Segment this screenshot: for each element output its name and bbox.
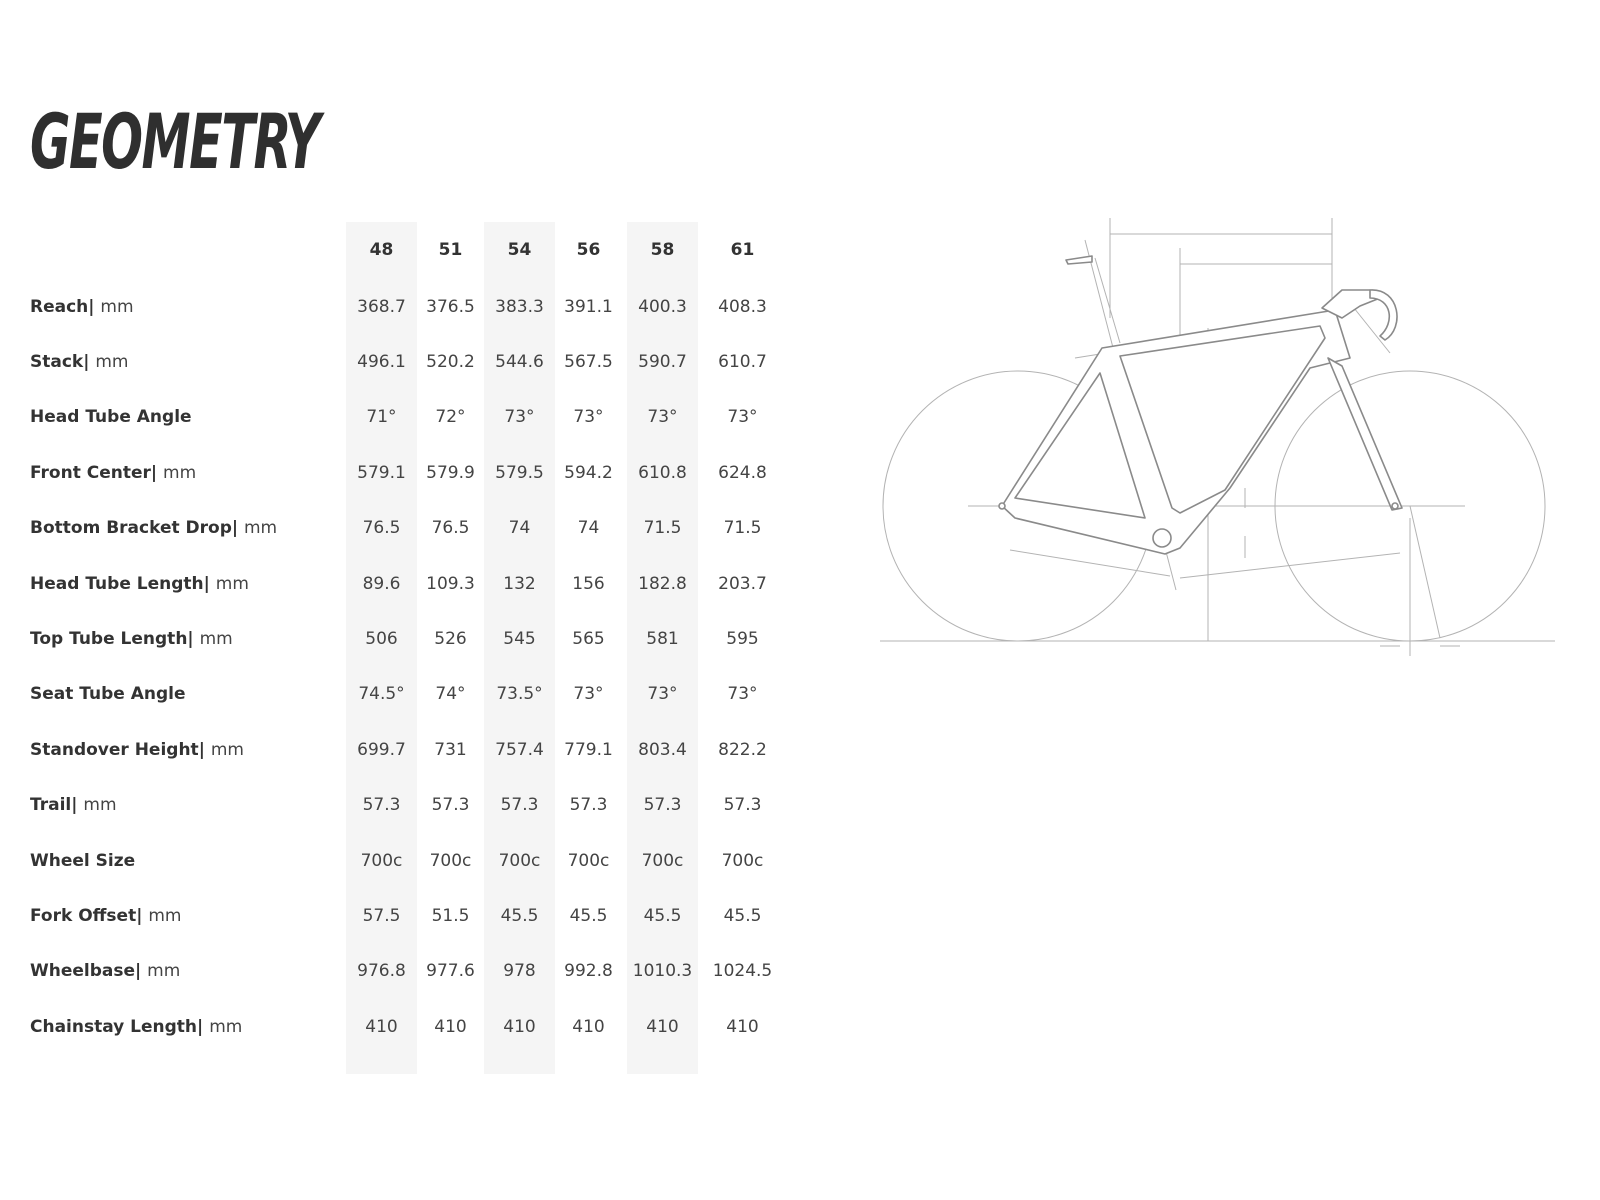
table-cell: 822.2 [718,739,767,760]
row-label-name: Bottom Bracket Drop [30,518,232,539]
row-label [30,666,350,723]
table-cell: 71.5 [643,518,682,539]
size-header: 51 [438,240,463,260]
row-label [30,832,350,889]
table-cell: 520.2 [426,351,475,372]
table-cell: 803.4 [638,739,687,760]
table-cell: 45.5 [569,905,608,926]
table-row [30,610,800,667]
table-row [30,500,800,557]
table-cell: 700c [360,850,403,871]
table-cell: 57.3 [500,795,539,816]
table-cell: 73° [573,407,604,428]
row-label [30,444,350,501]
row-label [30,278,350,335]
table-cell: 45.5 [643,905,682,926]
table-cell: 51.5 [431,905,470,926]
table-cell: 203.7 [718,573,767,594]
table-cell: 410 [646,1016,679,1037]
row-label-name: Seat Tube Angle [30,684,186,705]
bike-geometry-diagram [880,218,1590,688]
table-cell: 89.6 [362,573,401,594]
table-cell: 73° [504,407,535,428]
table-cell: 544.6 [495,351,544,372]
table-cell: 72° [435,407,466,428]
table-cell: 579.9 [426,462,475,483]
size-header: 48 [369,240,394,260]
table-cell: 1024.5 [712,961,773,982]
table-cell: 376.5 [426,296,475,317]
table-cell: 73° [647,407,678,428]
table-cell: 383.3 [495,296,544,317]
table-cell: 700c [721,850,764,871]
row-label-name: Standover Height [30,739,199,760]
table-cell: 73° [727,684,758,705]
table-cell: 73.5° [496,684,543,705]
table-cell: 410 [503,1016,536,1037]
row-label-name: Wheel Size [30,850,136,871]
table-cell: 567.5 [564,351,613,372]
table-cell: 368.7 [357,296,406,317]
table-row [30,278,800,335]
table-row [30,943,800,1000]
table-cell: 779.1 [564,739,613,760]
row-label [30,777,350,834]
row-label-name: Chainstay Length [30,1016,198,1037]
table-cell: 410 [726,1016,759,1037]
table-cell: 45.5 [723,905,762,926]
table-cell: 57.3 [362,795,401,816]
table-cell: 391.1 [564,296,613,317]
table-cell: 700c [498,850,541,871]
table-cell: 731 [434,739,467,760]
table-cell: 57.3 [643,795,682,816]
table-row [30,333,800,390]
geometry-table [30,222,800,1074]
table-cell: 400.3 [638,296,687,317]
table-cell: 977.6 [426,961,475,982]
table-cell: 700c [429,850,472,871]
table-cell: 410 [572,1016,605,1037]
table-cell: 45.5 [500,905,539,926]
table-cell: 976.8 [357,961,406,982]
table-cell: 74° [435,684,466,705]
row-label [30,721,350,778]
row-label [30,610,350,667]
row-label [30,943,350,1000]
table-row [30,666,800,723]
row-label-unit: | mm [135,961,180,981]
table-cell: 73° [573,684,604,705]
table-row [30,832,800,889]
row-label [30,887,350,944]
table-cell: 57.3 [723,795,762,816]
table-cell: 579.1 [357,462,406,483]
table-row [30,389,800,446]
table-cell: 57.3 [569,795,608,816]
table-cell: 506 [365,628,398,649]
size-header: 56 [576,240,601,260]
table-cell: 565 [572,628,605,649]
table-cell: 700c [567,850,610,871]
row-label [30,998,350,1055]
size-header: 61 [730,240,755,260]
row-label-name: Top Tube Length [30,628,188,649]
row-label [30,500,350,557]
row-label-name: Trail [30,795,72,816]
bottom-bracket [1153,529,1171,547]
row-label-name: Reach [30,296,89,317]
row-label-name: Front Center [30,462,151,483]
table-cell: 992.8 [564,961,613,982]
row-label-name: Fork Offset [30,905,137,926]
table-row [30,777,800,834]
row-label-unit: | mm [232,518,277,538]
table-cell: 610.7 [718,351,767,372]
table-cell: 57.3 [431,795,470,816]
table-cell: 1010.3 [632,961,693,982]
table-cell: 74 [508,518,531,539]
table-row [30,444,800,501]
table-cell: 156 [572,573,605,594]
row-label-name: Head Tube Angle [30,407,192,428]
table-cell: 410 [434,1016,467,1037]
table-cell: 496.1 [357,351,406,372]
row-label-unit: | mm [151,463,196,483]
row-label [30,333,350,390]
row-label-name: Wheelbase [30,961,136,982]
table-cell: 74.5° [358,684,405,705]
table-row [30,887,800,944]
row-label-name: Stack [30,351,84,372]
table-cell: 590.7 [638,351,687,372]
table-cell: 109.3 [426,573,475,594]
table-cell: 132 [503,573,536,594]
table-cell: 700c [641,850,684,871]
table-row [30,555,800,612]
table-cell: 410 [365,1016,398,1037]
table-cell: 73° [647,684,678,705]
row-label-unit: | mm [71,795,116,815]
table-row [30,721,800,778]
row-label-unit: | mm [83,352,128,372]
row-label [30,555,350,612]
table-row [30,998,800,1055]
table-cell: 595 [726,628,759,649]
table-cell: 57.5 [362,905,401,926]
table-cell: 594.2 [564,462,613,483]
bike-geometry-icon [880,218,1590,688]
table-cell: 579.5 [495,462,544,483]
table-cell: 76.5 [362,518,401,539]
row-label-name: Head Tube Length [30,573,204,594]
table-cell: 978 [503,961,536,982]
table-cell: 610.8 [638,462,687,483]
table-cell: 74 [577,518,600,539]
table-cell: 545 [503,628,536,649]
row-label-unit: | mm [204,574,249,594]
table-cell: 73° [727,407,758,428]
table-cell: 71.5 [723,518,762,539]
table-cell: 182.8 [638,573,687,594]
row-label [30,389,350,446]
row-label-unit: | mm [187,629,232,649]
table-cell: 757.4 [495,739,544,760]
row-label-unit: | mm [197,1017,242,1037]
table-cell: 76.5 [431,518,470,539]
table-cell: 581 [646,628,679,649]
table-cell: 526 [434,628,467,649]
row-label-unit: | mm [199,740,244,760]
table-cell: 624.8 [718,462,767,483]
size-header: 54 [507,240,532,260]
table-cell: 408.3 [718,296,767,317]
table-cell: 699.7 [357,739,406,760]
page-title: GEOMETRY [30,97,320,186]
size-header: 58 [650,240,675,260]
row-label-unit: | mm [136,906,181,926]
table-cell: 71° [366,407,397,428]
row-label-unit: | mm [88,297,133,317]
